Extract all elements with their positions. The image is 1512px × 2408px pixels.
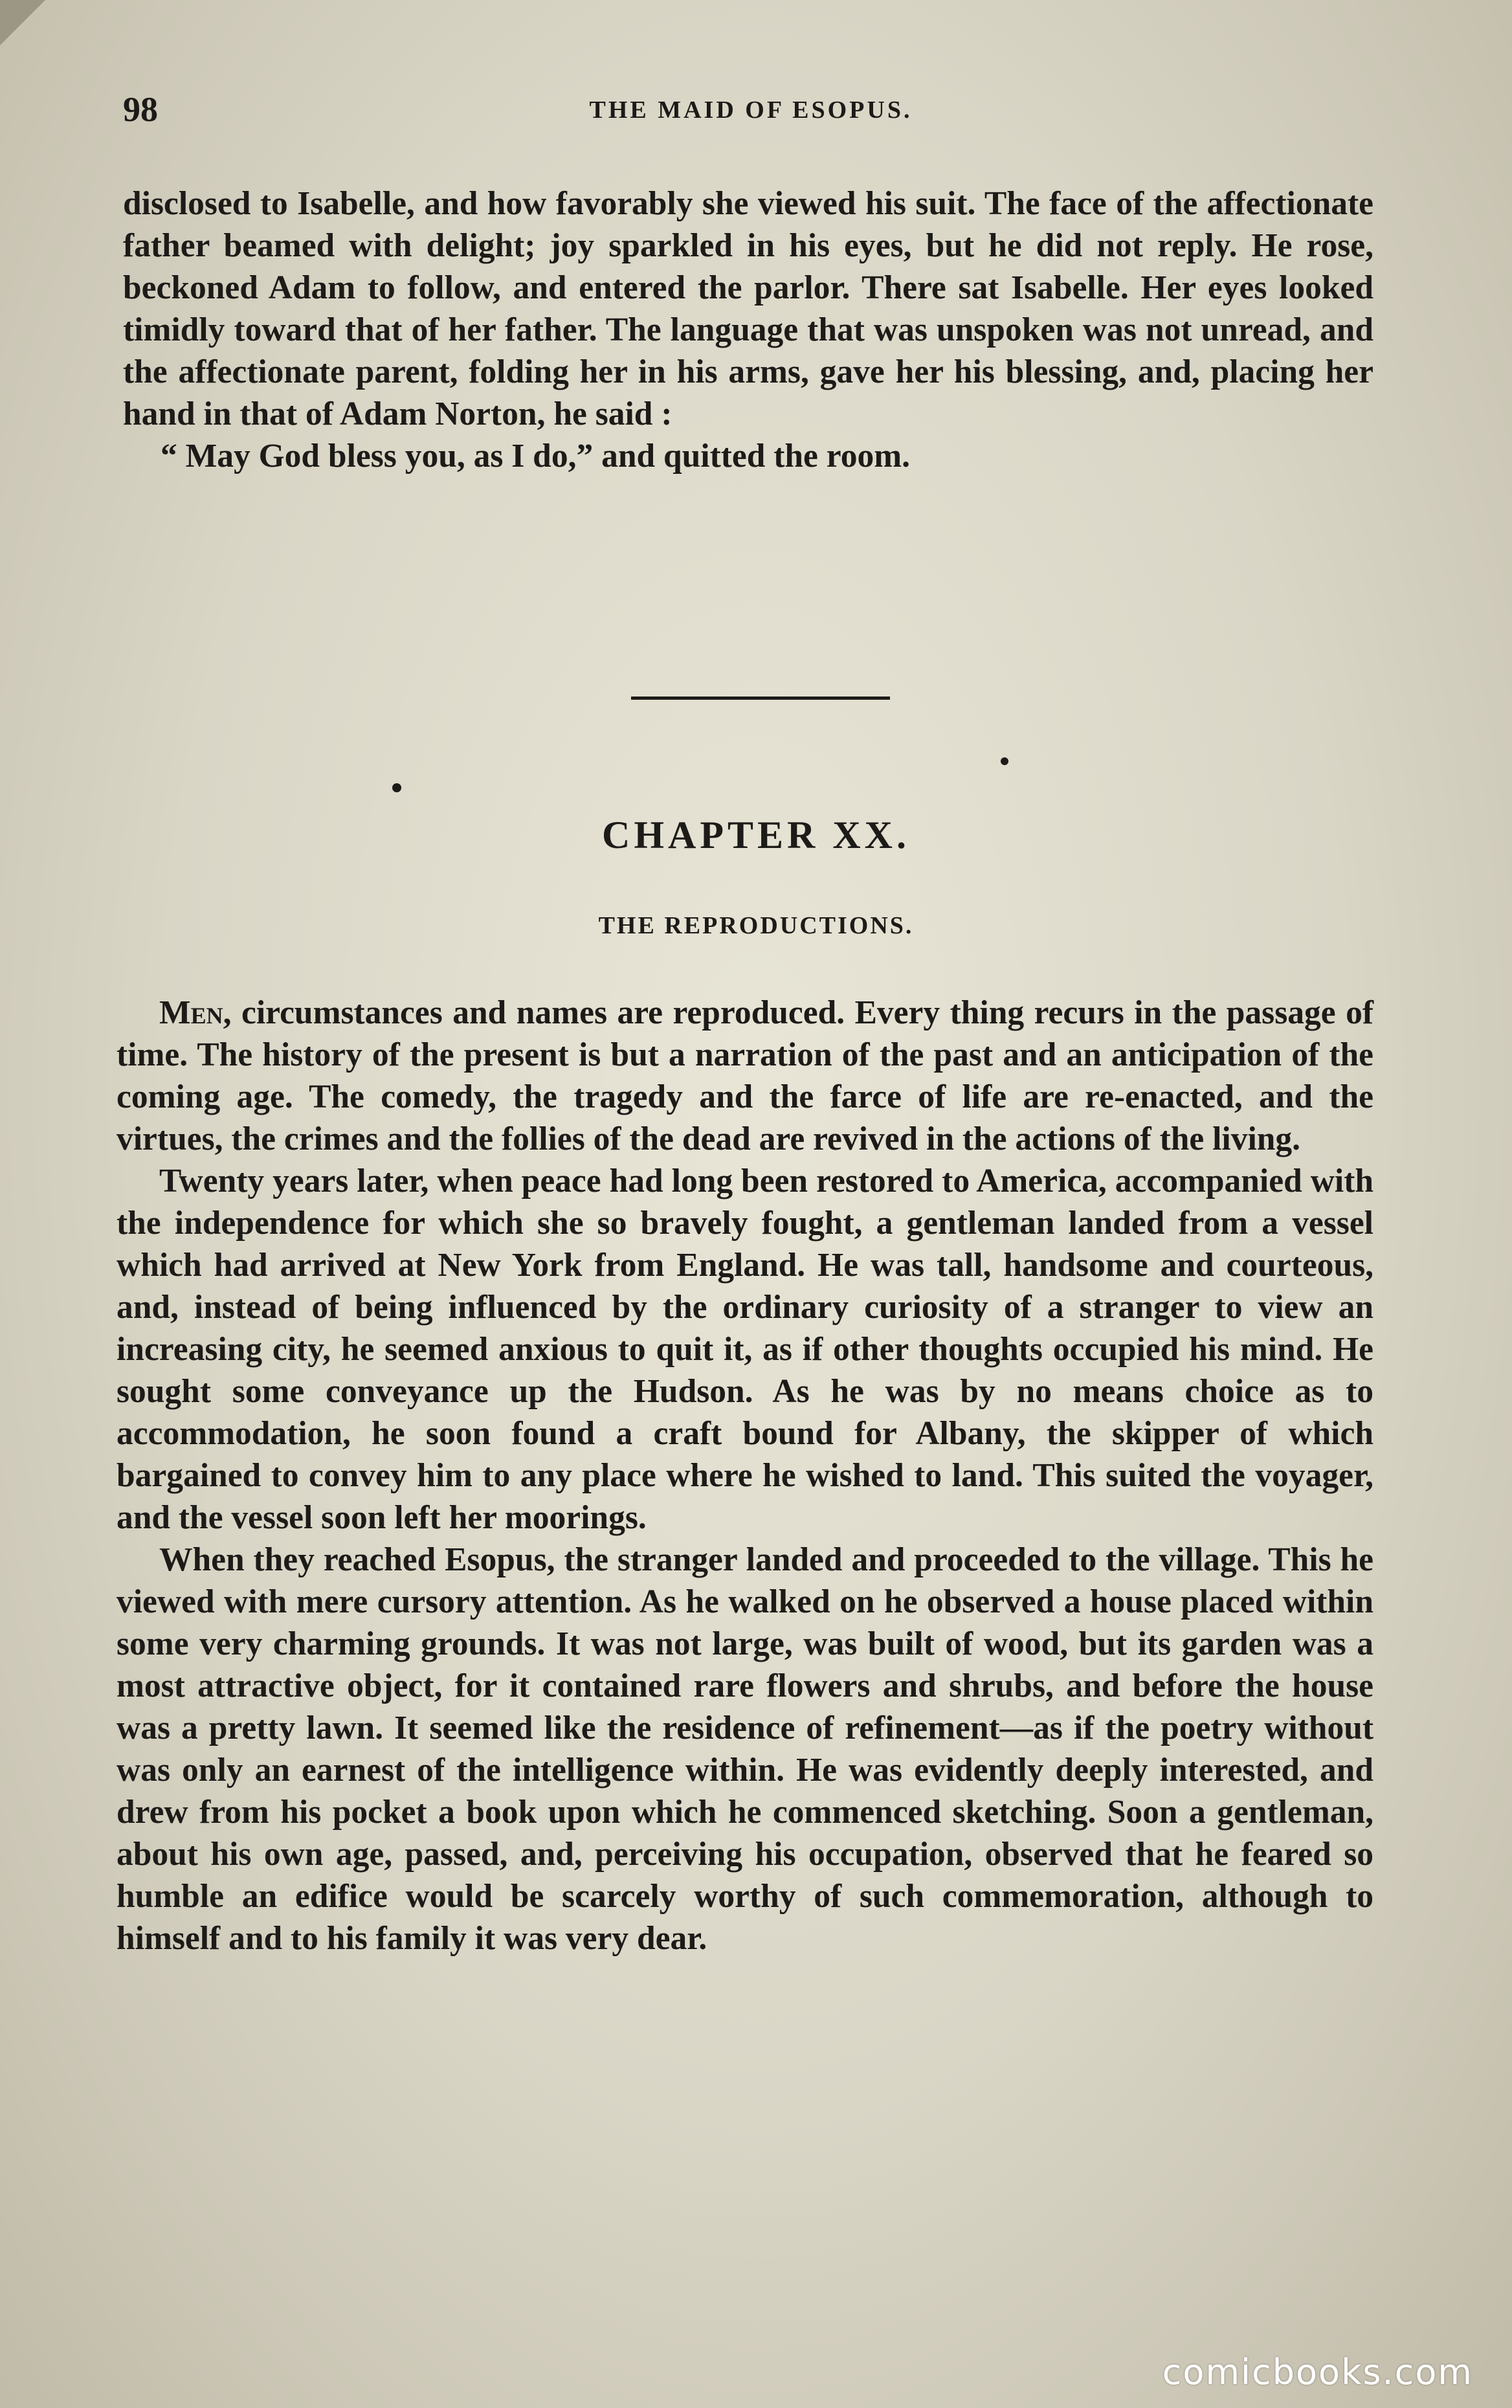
book-title: THE MAID OF ESOPUS. <box>589 96 913 124</box>
page-number: 98 <box>123 90 158 129</box>
chapter-subtitle: THE REPRODUCTIONS. <box>598 912 914 939</box>
paragraph-1-lead: Men, <box>159 994 232 1031</box>
continued-text-block <box>123 183 1373 477</box>
running-head <box>123 89 1379 128</box>
ink-speck <box>1001 757 1008 765</box>
closing-quote: “ May God bless you, as I do,” and quitted the room. <box>161 438 910 474</box>
paragraph-3: When they reached Esopus, the stranger landed and proceeded to the village. This he viewed with mere cursory attention. As he walked on he observed a house placed within some very charming grounds. It was not large, was built of wood, but its garden was a most attractive object, for it contained rare flowers and shrubs, and before the house was a pretty lawn. It seemed like the residence of refinement—as if the poetry without was only an earnest of the intelligence within. He was evidently deeply interested, and drew from his pocket a book upon which he commenced sketching. Soon a gentleman, about his own age, passed, and, perceiving his occupation, observed that he feared so humble an edifice would be scarcely worthy of such commemoration, although to himself and to his family it was very dear. <box>117 1541 1373 1957</box>
paragraph-2: Twenty years later, when peace had long been restored to America, accompanied with the independence for which she so bravely fought, a gentleman landed from a vessel which had arrived at New York from England. He was tall, handsome and courteous, and, instead of being influenced by the ordinary curiosity of a stranger to view an increasing city, he seemed anxious to quit it, as if other thoughts occupied his mind. He sought some conveyance up the Hudson. As he was by no means choice as to accommodation, he soon found a craft bound for Albany, the skipper of which bargained to convey him to any place where he wished to land. This suited the voyager, and the vessel soon left her moorings. <box>117 1163 1373 1536</box>
chapter-body <box>117 992 1373 1959</box>
page-corner-fold <box>0 0 45 45</box>
continued-paragraph: disclosed to Isabelle, and how favorably she viewed his suit. The face of the affectionate father beamed with delight; joy sparkled in his eyes, but he did not reply. He rose, beckoned Adam to follow, and entered the parlor. There sat Isabelle. Her eyes looked timidly toward that of her father. The language that was unspoken was not unread, and the affectionate parent, folding her in his arms, gave her his blessing, and, placing her hand in that of Adam Norton, he said : <box>123 185 1373 432</box>
ink-speck <box>392 783 401 792</box>
section-divider <box>631 697 890 700</box>
site-watermark: comicbooks.com <box>1162 2352 1473 2392</box>
paragraph-1-text: circumstances and names are reproduced. Every thing recurs in the passage of time. The history of the present is but a narration of the past and an anticipation of the coming age. The comedy, the tragedy and the farce of life are re-enacted, and the virtues, the crimes and the follies of the dead are revived in the actions of the living. <box>117 994 1373 1157</box>
chapter-title: CHAPTER XX. <box>601 814 910 856</box>
paragraph-1 <box>117 992 1373 1160</box>
